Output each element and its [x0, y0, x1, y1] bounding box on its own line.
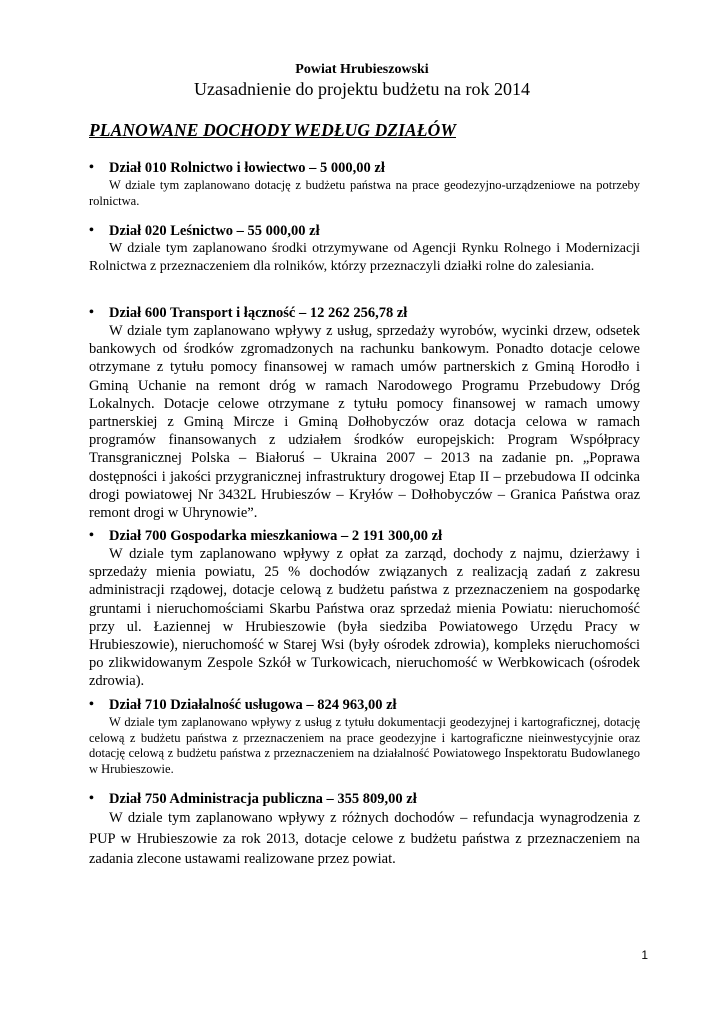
section-heading-line: [89, 304, 640, 322]
section-dzial-600: [89, 304, 640, 522]
section-title: Dział 010 Rolnictwo i łowiectwo – 5 000,00 zł: [109, 160, 385, 176]
section-dzial-020: [89, 222, 640, 276]
bullet-icon: •: [89, 791, 94, 806]
section-body: W dziale tym zaplanowano środki otrzymywane od Agencji Rynku Rolnego i Modernizacji Rolnictwa z przeznaczeniem dla rolników, którzy przeznaczyli działki rolne do zalesiania.: [89, 241, 640, 274]
section-heading-line: [89, 222, 640, 240]
organization-name: Powiat Hrubieszowski: [295, 62, 429, 77]
section-heading-line: [89, 159, 640, 177]
bullet-icon: •: [89, 528, 94, 543]
document-title: Uzasadnienie do projektu budżetu na rok 2014: [194, 79, 530, 99]
section-dzial-710: [89, 696, 640, 777]
bullet-icon: •: [89, 223, 94, 238]
section-body: W dziale tym zaplanowano wpływy z usług, sprzedaży wyrobów, wycinki drzew, odsetek bankowych od środków zgromadzonych na rachunku bankowym. Ponadto dotacje celowe otrzymane z tytułu pomocy finansowej w ramach umów partnerskich z Gminą Horodło i Gminą Uchanie na remont dróg w ramach Narodowego Programu Przebudowy Dróg Lokalnych. Dotacje celowe otrzymane z tytułu pomocy finansowej w ramach umowy partnerskiej z Gminą Mircze i Gminą Dołhobyczów oraz dotacja celowa w ramach programów finansowanych z udziałem środków europejskich: Program Współpracy Transgranicznej Polska – Białoruś – Ukraina 2007 – 2013 na zadanie pn. „Poprawa dostępności i jakości przygranicznej infrastruktury drogowej Etap II – przebudowa II odcinka drogi powiatowej Nr 3432L Hrubieszów – Kryłów – Dołhobyczów – Granica Państwa oraz remont drogi w Uhrynowie”.: [89, 323, 640, 522]
section-heading: PLANOWANE DOCHODY WEDŁUG DZIAŁÓW: [89, 120, 456, 140]
bullet-icon: •: [89, 160, 94, 175]
section-title: Dział 750 Administracja publiczna – 355 809,00 zł: [109, 791, 417, 807]
section-title: Dział 020 Leśnictwo – 55 000,00 zł: [109, 223, 320, 239]
bullet-icon: •: [89, 305, 94, 320]
section-dzial-750: [89, 790, 640, 870]
section-heading-line: [89, 527, 640, 545]
section-dzial-010: [89, 159, 640, 209]
page-number: 1: [641, 948, 648, 962]
section-title: Dział 600 Transport i łączność – 12 262 256,78 zł: [109, 305, 408, 321]
section-body: W dziale tym zaplanowano wpływy z różnych dochodów – refundacja wynagrodzenia z PUP w Hrubieszowie za rok 2013, dotacje celowe z budżetu państwa z przeznaczeniem na zadania zlecone ustawami realizowane przez powiat.: [89, 810, 640, 867]
section-heading-line: [89, 696, 640, 714]
section-body: W dziale tym zaplanowano wpływy z usług z tytułu dokumentacji geodezyjnej i kartograficznej, dotację celową z budżetu państwa z przeznaczeniem na prace geodezyjne i kartograficzne nieinwestycyjnie oraz dotację celową z budżetu państwa z przeznaczeniem na działalność Powiatowego Inspektoratu Budowlanego w Hrubieszowie.: [89, 715, 640, 776]
bullet-icon: •: [89, 697, 94, 712]
section-body: W dziale tym zaplanowano dotację z budżetu państwa na prace geodezyjno-urządzeniowe na potrzeby rolnictwa.: [89, 178, 640, 208]
section-body: W dziale tym zaplanowano wpływy z opłat za zarząd, dochody z najmu, dzierżawy i sprzedaży mienia powiatu, 25 % dochodów związanych z realizacją zadań z zakresu administracji rządowej, dotacje celową z budżetu państwa z przeznaczeniem na gospodarkę gruntami i nieruchomościami Skarbu Państwa oraz sprzedaż mienia Powiatu: nieruchomość przy ul. Łaziennej w Hrubieszowie (była siedziba Powiatowego Urzędu Pracy w Hrubieszowie), nieruchomość w Starej Wsi (były ośrodek zdrowia), kompleks nieruchomości po zlikwidowanym Zespole Szkół w Turkowicach, nieruchomość w Werbkowicach (ośrodek zdrowia).: [89, 546, 640, 690]
section-title: Dział 700 Gospodarka mieszkaniowa – 2 191 300,00 zł: [109, 528, 443, 544]
section-dzial-700: [89, 527, 640, 691]
section-heading-line: [89, 790, 640, 808]
section-title: Dział 710 Działalność usługowa – 824 963,00 zł: [109, 697, 397, 713]
